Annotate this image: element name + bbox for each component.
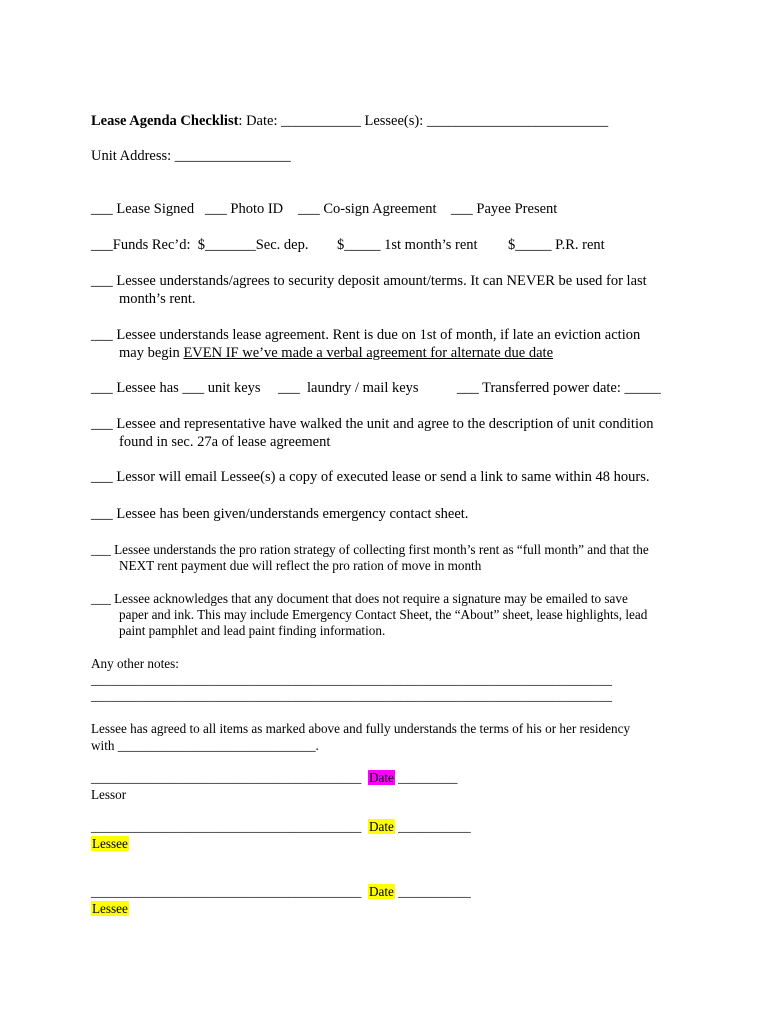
unit-keys-item: ___ Lessee has ___ unit keys [91,380,261,396]
lessee-role-label-1 [91,835,129,852]
proration-item-line2: NEXT rent payment due will reflect the pro ration of move in month [119,558,482,573]
walked-item-line1: ___ Lessee and representative have walked the unit and agree to the description of unit condition [91,416,654,432]
lease-item-line1: ___ Lessee understands lease agreement. Rent is due on 1st of month, if late an eviction action [91,327,641,343]
signature-blank: _________________________________________ [91,819,362,834]
payee-item: ___ Payee Present [451,201,558,217]
header-fields: : Date: ___________ Lessee(s): _________________________ [238,113,609,129]
lessee-role-label-2 [91,900,129,917]
signature-blank: _________________________________________ [91,770,362,785]
cosign-item: ___ Co-sign Agreement [298,201,437,217]
header-line [91,113,608,130]
deposit-item-line1: ___ Lessee understands/agrees to security deposit amount/terms. It can NEVER be used for last [91,273,647,289]
photo-id-item: ___ Photo ID [205,201,284,217]
agreement-line1: Lessee has agreed to all items as marked above and fully understands the terms of his or her residency [91,721,631,736]
lease-item-underlined: EVEN IF we’ve made a verbal agreement for alternate due date [183,345,554,361]
power-date-item: ___ Transferred power date: _____ [457,380,661,396]
acknowledge-item-line3: paint pamphlet and lead paint finding information. [119,623,386,638]
lessee-signature-line-2 [91,883,471,900]
signature-blank: _________________________________________ [91,884,362,899]
emergency-item: ___ Lessee has been given/understands emergency contact sheet. [91,506,469,522]
lease-signed-item: ___ Lease Signed [91,201,195,217]
date-label-highlighted: Date [368,884,394,899]
email-item: ___ Lessor will email Lessee(s) a copy of executed lease or send a link to same within 48 hours. [91,469,650,485]
acknowledge-item-line2: paper and ink. This may include Emergency Contact Sheet, the “About” sheet, lease highlights, lead [119,607,648,622]
lessor-signature-line [91,769,457,786]
date-blank: ___________ [394,884,471,899]
lessor-role-label: Lessor [91,787,127,802]
acknowledge-item-line1: ___ Lessee acknowledges that any document that does not require a signature may be emailed to save [91,591,628,606]
deposit-item-line2: month’s rent. [119,291,196,307]
document-title: Lease Agenda Checklist [91,113,239,129]
unit-address-line: Unit Address: ________________ [91,148,291,164]
date-blank: _________ [394,770,458,785]
notes-label: Any other notes: [91,656,179,671]
date-label-highlighted: Date [368,770,394,785]
pr-rent-item: $_____ P.R. rent [508,237,605,253]
notes-line-1: _______________________________________________________________________________ [91,672,612,687]
lessee-signature-line-1 [91,818,471,835]
proration-item-line1: ___ Lessee understands the pro ration strategy of collecting first month’s rent as “full month” and that the [91,542,649,557]
funds-item: ___Funds Rec’d: $_______Sec. dep. [91,237,309,253]
role-highlighted: Lessee [92,836,128,851]
first-month-item: $_____ 1st month’s rent [337,237,478,253]
lease-item-plain: may begin [119,345,184,361]
date-label-highlighted: Date [368,819,394,834]
laundry-keys-item: ___ laundry / mail keys [278,380,419,396]
date-blank: ___________ [394,819,471,834]
lease-item-line2 [119,345,553,362]
notes-line-2: _______________________________________________________________________________ [91,688,612,703]
walked-item-line2: found in sec. 27a of lease agreement [119,434,331,450]
agreement-line2: with ______________________________. [91,738,319,753]
role-highlighted: Lessee [92,901,128,916]
